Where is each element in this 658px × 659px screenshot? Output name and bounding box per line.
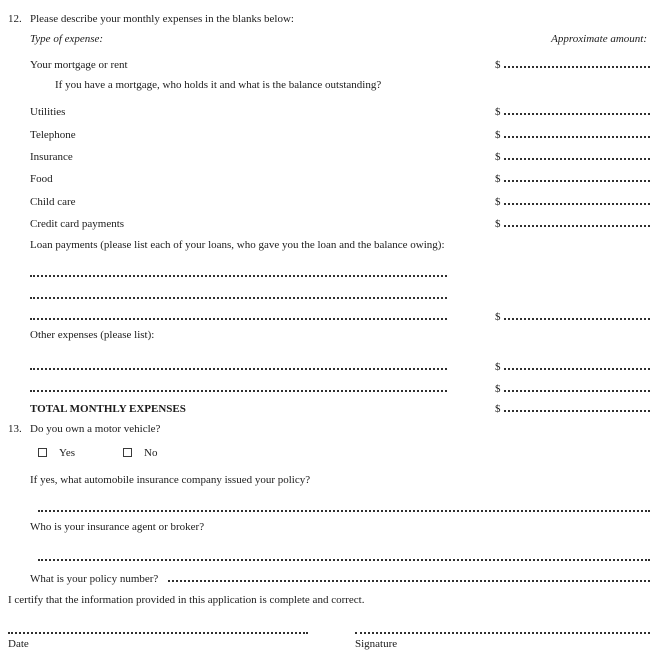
currency-symbol: $ — [495, 151, 501, 163]
column-headers — [30, 33, 650, 47]
expense-label: Utilities — [30, 106, 66, 118]
currency-symbol: $ — [495, 383, 501, 395]
expense-label: Credit card payments — [30, 218, 125, 230]
total-row — [30, 399, 650, 413]
loan-payments-row — [30, 239, 650, 253]
loan-amount-field[interactable] — [504, 307, 651, 320]
expense-label: Telephone — [30, 129, 76, 141]
question-13-label: Do you own a motor vehicle? — [30, 423, 161, 435]
expense-label: Insurance — [30, 151, 73, 163]
certification-row — [8, 594, 650, 608]
loan-writein-line-3[interactable] — [30, 307, 447, 320]
certification-statement: I certify that the information provided in this application is complete and correct. — [8, 594, 365, 606]
other-writein-row-1 — [30, 357, 650, 371]
question-12-number: 12. — [8, 13, 22, 25]
utilities-amount-field[interactable] — [504, 102, 651, 115]
policy-number-answer-line[interactable] — [168, 569, 650, 582]
total-monthly-expenses-label: TOTAL MONTHLY EXPENSES — [30, 403, 186, 415]
loan-writein-row-1 — [30, 264, 650, 278]
expense-row-credit-card — [30, 214, 650, 228]
no-checkbox[interactable] — [123, 448, 132, 457]
loan-writein-line-1[interactable] — [30, 264, 447, 277]
expense-row-utilities — [30, 102, 650, 116]
policy-number-row — [30, 569, 650, 583]
insurance-company-question-row — [30, 474, 650, 488]
policy-number-question: What is your policy number? — [30, 573, 159, 585]
other-amount-field-1[interactable] — [504, 357, 651, 370]
credit-card-amount-field[interactable] — [504, 214, 651, 227]
other-amount-field-2[interactable] — [504, 379, 651, 392]
approximate-amount-header: Approximate amount: — [551, 33, 647, 45]
currency-symbol: $ — [495, 59, 501, 71]
expense-label: Child care — [30, 196, 76, 208]
expense-row-food — [30, 169, 650, 183]
question-12 — [8, 13, 650, 27]
yes-label: Yes — [59, 447, 76, 459]
expense-label: Your mortgage or rent — [30, 59, 128, 71]
expense-row-mortgage — [30, 55, 650, 69]
other-writein-row-2 — [30, 379, 650, 393]
date-label: Date — [8, 638, 29, 650]
question-12-label: Please describe your monthly expenses in the blanks below: — [30, 13, 294, 25]
insurance-agent-question-row — [30, 521, 650, 535]
mortgage-holder-subquestion-row — [30, 79, 650, 93]
currency-symbol: $ — [495, 196, 501, 208]
signature-column — [355, 632, 650, 652]
loan-writein-line-2[interactable] — [30, 286, 447, 299]
currency-symbol: $ — [495, 218, 501, 230]
other-expense-writein-line-1[interactable] — [30, 357, 447, 370]
total-amount-field[interactable] — [504, 399, 651, 412]
insurance-company-question: If yes, what automobile insurance company issued your policy? — [30, 474, 311, 486]
other-expenses-row — [30, 329, 650, 343]
currency-symbol: $ — [495, 311, 501, 323]
date-field[interactable] — [8, 632, 308, 634]
question-13 — [8, 423, 650, 437]
signature-field[interactable] — [355, 632, 650, 634]
currency-symbol: $ — [495, 361, 501, 373]
expense-label: Food — [30, 173, 53, 185]
expense-row-child-care — [30, 192, 650, 206]
insurance-agent-answer-line[interactable] — [38, 548, 650, 561]
currency-symbol: $ — [495, 106, 501, 118]
telephone-amount-field[interactable] — [504, 125, 651, 138]
child-care-amount-field[interactable] — [504, 192, 651, 205]
loan-writein-row-2 — [30, 286, 650, 300]
insurance-company-answer-line[interactable] — [38, 499, 650, 512]
mortgage-holder-subquestion: If you have a mortgage, who holds it and what is the balance outstanding? — [55, 79, 382, 91]
question-13-number: 13. — [8, 423, 22, 435]
vehicle-checkbox-row — [30, 447, 650, 461]
currency-symbol: $ — [495, 129, 501, 141]
insurance-agent-question: Who is your insurance agent or broker? — [30, 521, 205, 533]
signature-label: Signature — [355, 638, 398, 650]
expense-row-insurance — [30, 147, 650, 161]
expense-row-telephone — [30, 125, 650, 139]
type-of-expense-header: Type of expense: — [30, 33, 104, 45]
currency-symbol: $ — [495, 173, 501, 185]
currency-symbol: $ — [495, 403, 501, 415]
other-expenses-label: Other expenses (please list): — [30, 329, 155, 341]
date-column — [8, 632, 308, 652]
no-label: No — [144, 447, 158, 459]
other-expense-writein-line-2[interactable] — [30, 379, 447, 392]
insurance-agent-answer-row — [30, 548, 650, 562]
insurance-amount-field[interactable] — [504, 147, 651, 160]
loan-payments-label: Loan payments (please list each of your loans, who gave you the loan and the balance owing): — [30, 239, 445, 251]
insurance-company-answer-row — [30, 499, 650, 513]
loan-writein-row-3 — [30, 307, 650, 321]
signature-block — [8, 632, 650, 652]
yes-checkbox[interactable] — [38, 448, 47, 457]
mortgage-amount-field[interactable] — [504, 55, 651, 68]
food-amount-field[interactable] — [504, 169, 651, 182]
